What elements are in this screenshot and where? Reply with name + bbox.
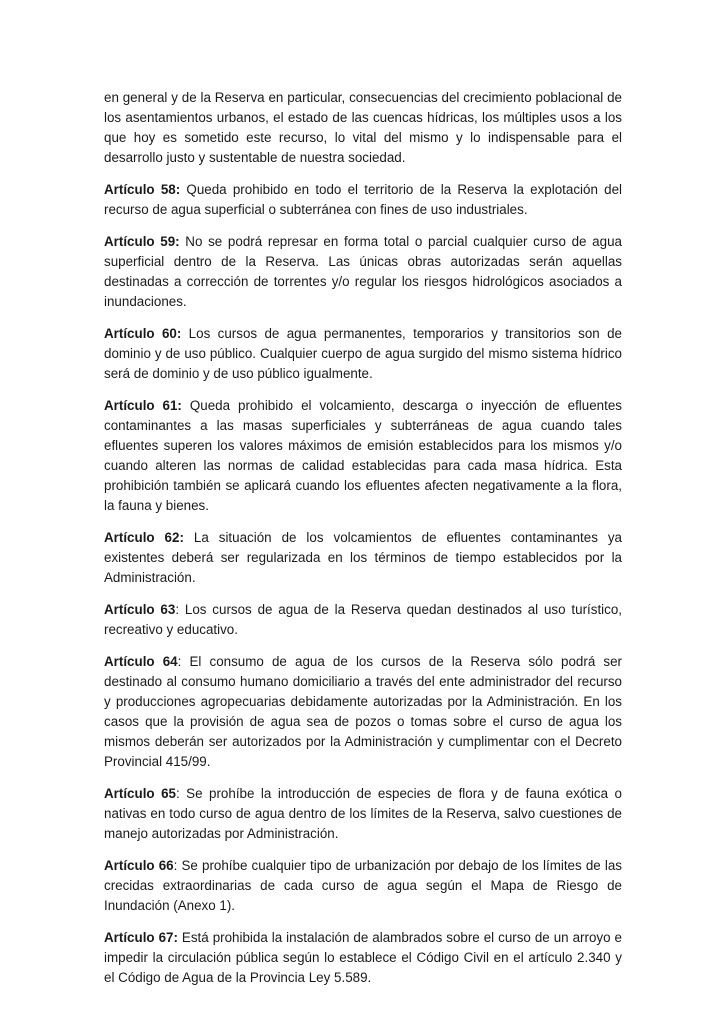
article-label: Artículo 67: xyxy=(104,930,178,945)
article-62 xyxy=(104,528,622,588)
article-60 xyxy=(104,324,622,384)
article-text: Queda prohibido en todo el territorio de la Reserva la explotación del recurso de agua superficial o subterránea con fines de uso industriales. xyxy=(104,182,622,217)
article-63 xyxy=(104,600,622,640)
article-61 xyxy=(104,396,622,516)
article-65 xyxy=(104,784,622,844)
article-text: : Se prohíbe la introducción de especies de flora y de fauna exótica o nativas en todo curso de agua dentro de los límites de la Reserva, salvo cuestiones de manejo autorizadas por Administración. xyxy=(104,786,623,841)
article-text: Está prohibida la instalación de alambrados sobre el curso de un arroyo e impedir la circulación pública según lo establece el Código Civil en el artículo 2.340 y el Código de Agua de la Provincia Ley 5.589. xyxy=(104,930,622,985)
article-label: Artículo 63 xyxy=(104,602,176,617)
article-text: No se podrá represar en forma total o parcial cualquier curso de agua superficial dentro de la Reserva. Las únicas obras autorizadas serán aquellas destinadas a corrección de torrentes y/o regular los riesgos hidrológicos asociados a inundaciones. xyxy=(104,234,622,309)
article-label: Artículo 66 xyxy=(104,858,174,873)
article-label: Artículo 64 xyxy=(104,654,178,669)
article-label: Artículo 62: xyxy=(104,530,184,545)
article-label: Artículo 59: xyxy=(104,234,180,249)
article-58 xyxy=(104,180,622,220)
article-label: Artículo 60: xyxy=(104,326,182,341)
article-67 xyxy=(104,928,622,988)
article-text: Queda prohibido el volcamiento, descarga o inyección de efluentes contaminantes a las masas superficiales y subterráneas de agua cuando tales efluentes superen los valores máximos de emisión establecidos para los mismos y/o cuando alteren las normas de calidad establecidas para cada masa hídrica. Esta prohibición también se aplicará cuando los efluentes afecten negativamente a la flora, la fauna y bienes. xyxy=(104,398,622,513)
article-66 xyxy=(104,856,622,916)
article-text: Los cursos de agua permanentes, temporarios y transitorios son de dominio y de uso público. Cualquier cuerpo de agua surgido del mismo sistema hídrico será de dominio y de uso público igualmente. xyxy=(104,326,622,381)
article-text: : Se prohíbe cualquier tipo de urbanización por debajo de los límites de las crecidas extraordinarias de cada curso de agua según el Mapa de Riesgo de Inundación (Anexo 1). xyxy=(104,858,622,913)
article-59 xyxy=(104,232,622,312)
document-page xyxy=(104,88,622,1000)
article-64 xyxy=(104,652,622,772)
article-text: : Los cursos de agua de la Reserva quedan destinados al uso turístico, recreativo y educativo. xyxy=(104,602,623,637)
article-label: Artículo 58: xyxy=(104,182,181,197)
article-text: La situación de los volcamientos de efluentes contaminantes ya existentes deberá ser regularizada en los términos de tiempo establecidos por la Administración. xyxy=(104,530,622,585)
article-label: Artículo 65 xyxy=(104,786,176,801)
article-label: Artículo 61: xyxy=(104,398,182,413)
intro-paragraph: en general y de la Reserva en particular, consecuencias del crecimiento poblacional de los asentamientos urbanos, el estado de las cuencas hídricas, los múltiples usos a los que hoy es sometido este recurso, lo vital del mismo y lo indispensable para el desarrollo justo y sustentable de nuestra sociedad. xyxy=(104,90,622,165)
article-text: : El consumo de agua de los cursos de la Reserva sólo podrá ser destinado al consumo humano domiciliario a través del ente administrador del recurso y producciones agropecuarias debidamente autorizadas por la Administración. En los casos que la provisión de agua sea de pozos o tomas sobre el curso de agua los mismos deberán ser autorizados por la Administración y cumplimentar con el Decreto Provincial 415/99. xyxy=(104,654,623,769)
